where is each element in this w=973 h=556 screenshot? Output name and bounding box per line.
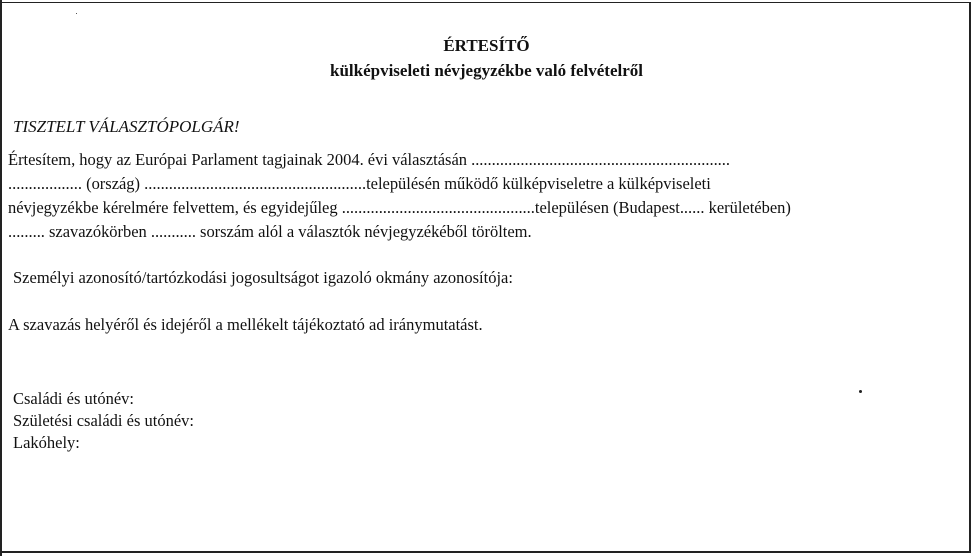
salutation: TISZTELT VÁLASZTÓPOLGÁR! [13,117,240,136]
body-line-1: Értesítem, hogy az Európai Parlament tagjainak 2004. évi választásán ............................................................... [8,150,731,169]
field-birth-name: Születési családi és utónév: [13,411,194,430]
scan-speck [76,13,77,14]
field-name: Családi és utónév: [13,389,134,408]
body-line-2: .................. (ország) ......................................................településén működő külképviseletre a külképviseleti [8,174,711,193]
body-line-3: névjegyzékbe kérelmére felvettem, és egyidejűleg ...............................................településen (Budapest...... kerületében) [8,198,791,217]
document-subtitle: külképviseleti névjegyzékbe való felvételről [329,61,644,80]
field-residence: Lakóhely: [13,433,80,452]
body-line-4: ......... szavazókörben ........... sorszám alól a választók névjegyzékéből töröltem. [8,222,532,241]
id-document-line: Személyi azonosító/tartózkodási jogosultságot igazoló okmány azonosítója: [13,268,513,287]
document-title: ÉRTESÍTŐ [443,36,530,55]
voting-info-line: A szavazás helyéről és idejéről a mellékelt tájékoztató ad iránymutatást. [8,315,483,334]
scan-dot [859,390,862,393]
